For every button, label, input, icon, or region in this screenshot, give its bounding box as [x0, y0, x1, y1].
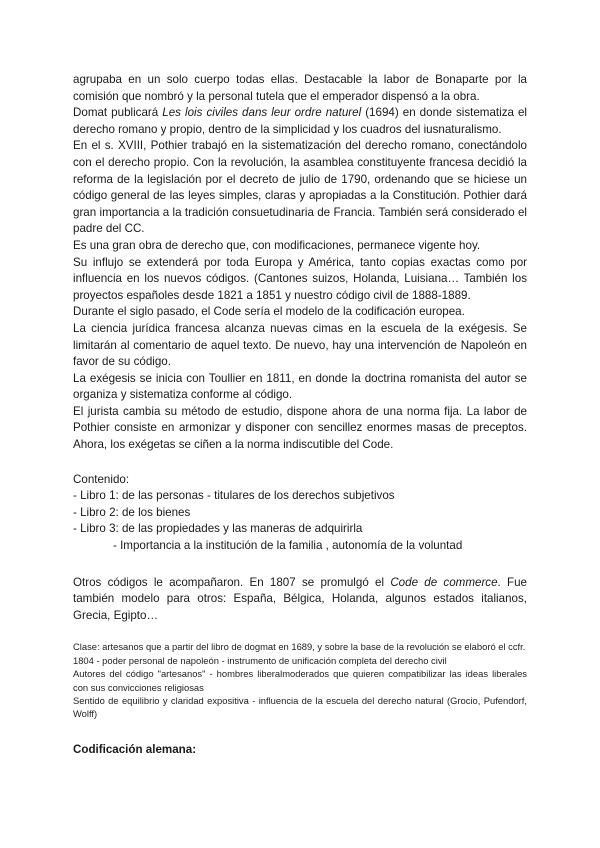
paragraph: Durante el siglo pasado, el Code sería el modelo de la codificación europea.: [73, 305, 465, 319]
paragraph-text: . Fue también modelo para otros: España, Bélgica, Holanda, algunos estados italianos, Grecia, Egipto…: [73, 575, 527, 622]
paragraph: Su influjo se extenderá por toda Europa y América, tanto copias exactas como por influencia en los nuevos códigos. (Cantones suizos, Holanda, Luisiana… También los proyectos españoles desde 1821 a 1851 y nuestro código civil de 1888-1889.: [73, 255, 527, 302]
note-line: Autores del código "artesanos" - hombres liberalmoderados que quieren compatibilizar las ideas liberales con sus convicciones religiosas: [73, 668, 527, 693]
paragraph: La ciencia jurídica francesa alcanza nuevas cimas en la escuela de la exégesis. Se limitarán al comentario de aquel texto. De nuevo, hay una intervención de Napoleón en favor de su código.: [73, 321, 527, 369]
section-heading: Codificación alemana:: [73, 742, 197, 756]
contenido-title: Contenido:: [73, 472, 130, 486]
paragraph: La exégesis se inicia con Toullier en 1811, en donde la doctrina romanista del autor se organiza y sistematiza conforme al código.: [73, 371, 527, 402]
page-content: [73, 72, 527, 756]
paragraph: agrupaba en un solo cuerpo todas ellas. Destacable la labor de Bonaparte por la comisión que nombró y la personal tutela que el emperador dispensó a la obra.: [73, 73, 527, 103]
paragraph: El jurista cambia su método de estudio, dispone ahora de una norma fija. La labor de Pothier consiste en armonizar y disponer con sencillez enormes masas de preceptos. Ahora, los exégetas se ciñen a la norma indiscutible del Code.: [73, 404, 527, 452]
note-line: Clase: artesanos que a partir del libro de dogmat en 1689, y sobre la base de la revolución se elaboró el ccfr.: [73, 641, 526, 653]
list-subitem: - Importancia a la institución de la familia , autonomía de la voluntad: [113, 539, 463, 553]
paragraph-domat: [73, 105, 527, 138]
list-item: - Libro 1: de las personas - titulares de los derechos subjetivos: [73, 489, 395, 503]
paragraph-otros-codigos: [73, 575, 527, 625]
paragraph: En el s. XVIII, Pothier trabajó en la sistematización del derecho romano, conectándolo con el derecho propio. Con la revolución, la asamblea constituyente francesa decidió la reforma de la legislación por el decreto de julio de 1790, ordenando que se hiciese un código general de las leyes simples, claras y apropiadas a la Constitución. Pothier dará gran importancia a la tradición consuetudinaria de Francia. También será considerado el padre del CC.: [73, 139, 527, 236]
paragraph: Es una gran obra de derecho que, con modificaciones, permanece vigente hoy.: [73, 238, 481, 252]
contenido-section: [73, 472, 527, 555]
paragraph-text: Domat publicará: [73, 106, 163, 120]
list-item: - Libro 2: de los bienes: [73, 505, 191, 519]
book-title: Les lois civiles dans leur ordre naturel: [162, 106, 362, 120]
note-line: Sentido de equilibrio y claridad expositiva - influencia de la escuela del derecho natural (Grocio, Pufendorf, Wolff): [73, 695, 527, 720]
list-item: - Libro 3: de las propiedades y las maneras de adquirirla: [73, 522, 363, 536]
paragraph-text: Otros códigos le acompañaron. En 1807 se promulgó el: [73, 575, 391, 589]
code-title: Code de commerce: [390, 575, 498, 589]
note-line: 1804 - poder personal de napoleón - instrumento de unificación completa del derecho civil: [73, 654, 447, 666]
class-notes: [73, 640, 527, 720]
paragraph-text: (1694) en donde sistematiza el derecho romano y propio, dentro de la simplicidad y los cuadros del iusnaturalismo.: [73, 106, 528, 136]
